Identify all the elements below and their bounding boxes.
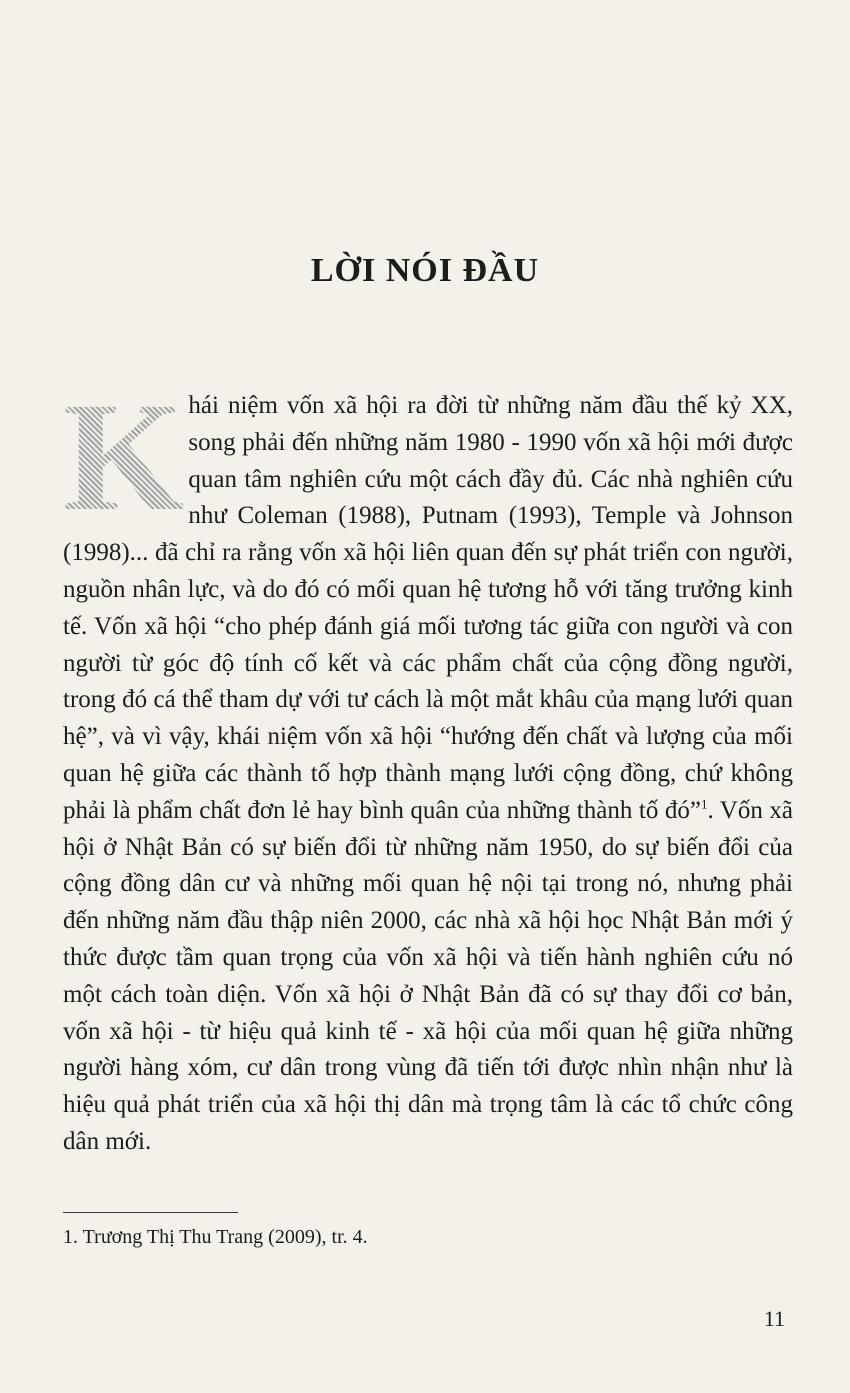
page-number: 11: [763, 1306, 785, 1331]
paragraph-lead: hái niệm vốn xã hội ra đời từ những năm đầu thế kỷ XX, song phải đến những năm 1980 - 1990 vốn xã hội mới được quan tâm nghiên cứu một cách đầy đủ. Các nhà nghiên cứu như Coleman (1988), Putnam (1993), Temple và Johnson (1998)... đã chỉ ra rằng vốn xã hội liên quan đến sự phát triển con người, nguồn nhân lực, và do đó có mối quan hệ tương hỗ với tăng trưởng kinh tế. Vốn xã hội “cho phép đánh giá mối tương tác giữa con người và con người từ góc độ tính cố kết và các phẩm chất của cộng đồng người, trong đó cá thể tham dự với tư cách là một mắt khâu của mạng lưới quan hệ”, và vì vậy, khái niệm vốn xã hội “hướng đến chất và lượng của mối quan hệ giữa các thành tố hợp thành mạng lưới cộng đồng, chứ không phải là phẩm chất đơn lẻ hay bình quân của những thành tố đó”: [63, 392, 793, 824]
drop-cap: K: [63, 370, 185, 543]
paragraph-rest: . Vốn xã hội ở Nhật Bản có sự biến đổi từ những năm 1950, do sự biến đổi của cộng đồng dân cư và những mối quan hệ nội tại trong nó, nhưng phải đến những năm đầu thập niên 2000, các nhà xã hội học Nhật Bản mới ý thức được tầm quan trọng của vốn xã hội và tiến hành nghiên cứu nó một cách toàn diện. Vốn xã hội ở Nhật Bản đã có sự thay đổi cơ bản, vốn xã hội - từ hiệu quả kinh tế - xã hội của mối quan hệ giữa những người hàng xóm, cư dân trong vùng đã tiến tới được nhìn nhận như là hiệu quả phát triển của xã hội thị dân mà trọng tâm là các tổ chức công dân mới.: [63, 796, 793, 1155]
footnote: 1. Trương Thị Thu Trang (2009), tr. 4.: [63, 1226, 368, 1248]
body-paragraph: [63, 370, 793, 1161]
footnote-divider: [63, 1212, 238, 1213]
footnote-reference: 1: [700, 796, 708, 812]
page-title: LỜI NÓI ĐẦU: [310, 252, 540, 289]
